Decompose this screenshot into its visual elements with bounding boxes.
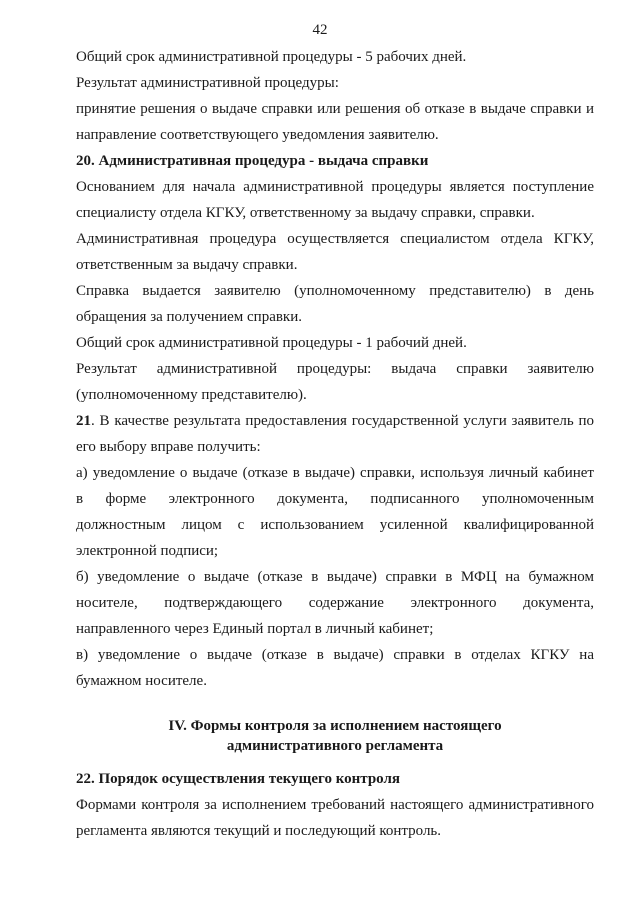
text-line: б) уведомление о выдаче (отказе в выдаче) справки в МФЦ на бумажном [76,569,594,585]
text-line: принятие решения о выдаче справки или решения об отказе в выдаче справки и [76,101,594,117]
document-body [76,44,594,844]
section-heading: 22. Порядок осуществления текущего контроля [76,771,401,787]
item-text: . В качестве результата предоставления государственной услуги заявитель по [91,413,594,429]
text-line: Общий срок административной процедуры - 5 рабочих дней. [76,49,467,65]
text-line [76,408,594,434]
text-line: электронной подписи; [76,543,219,559]
text-line: специалисту отдела КГКУ, ответственному за выдачу справки, справки. [76,205,535,221]
text-line: Основанием для начала административной процедуры является поступление [76,179,594,195]
text-line: в форме электронного документа, подписанного уполномоченным [76,491,594,507]
text-line: Результат административной процедуры: [76,75,339,91]
text-line: а) уведомление о выдаче (отказе в выдаче) справки, используя личный кабинет [76,465,594,481]
text-line: регламента являются текущий и последующий контроль. [76,823,442,839]
text-line: его выбору вправе получить: [76,439,261,455]
text-line: носителе, подтверждающего содержание электронного документа, [76,595,594,611]
text-line: Общий срок административной процедуры - 1 рабочий дней. [76,335,467,351]
spacer [76,756,594,766]
spacer [76,694,594,716]
text-line: (уполномоченному представителю). [76,387,307,403]
text-line: бумажном носителе. [76,673,207,689]
text-line: должностным лицом с использованием усиленной квалифицированной [76,517,594,533]
section-heading: 20. Административная процедура - выдача справки [76,153,429,169]
text-line: Справка выдается заявителю (уполномоченному представителю) в день [76,283,594,299]
text-line: обращения за получением справки. [76,309,302,325]
text-line: Формами контроля за исполнением требований настоящего административного [76,797,594,813]
chapter-heading-line-2: административного регламента [226,738,444,754]
page-number: 42 [312,22,328,38]
chapter-heading-line-1: IV. Формы контроля за исполнением настоящего [168,718,502,734]
text-line: Результат административной процедуры: выдача справки заявителю [76,361,594,377]
text-line: ответственным за выдачу справки. [76,257,298,273]
text-line: Административная процедура осуществляется специалистом отдела КГКУ, [76,231,594,247]
text-line: направленного через Единый портал в личный кабинет; [76,621,434,637]
text-line: в) уведомление о выдаче (отказе в выдаче) справки в отделах КГКУ на [76,647,594,663]
item-number: 21 [76,413,91,429]
text-line: направление соответствующего уведомления заявителю. [76,127,439,143]
